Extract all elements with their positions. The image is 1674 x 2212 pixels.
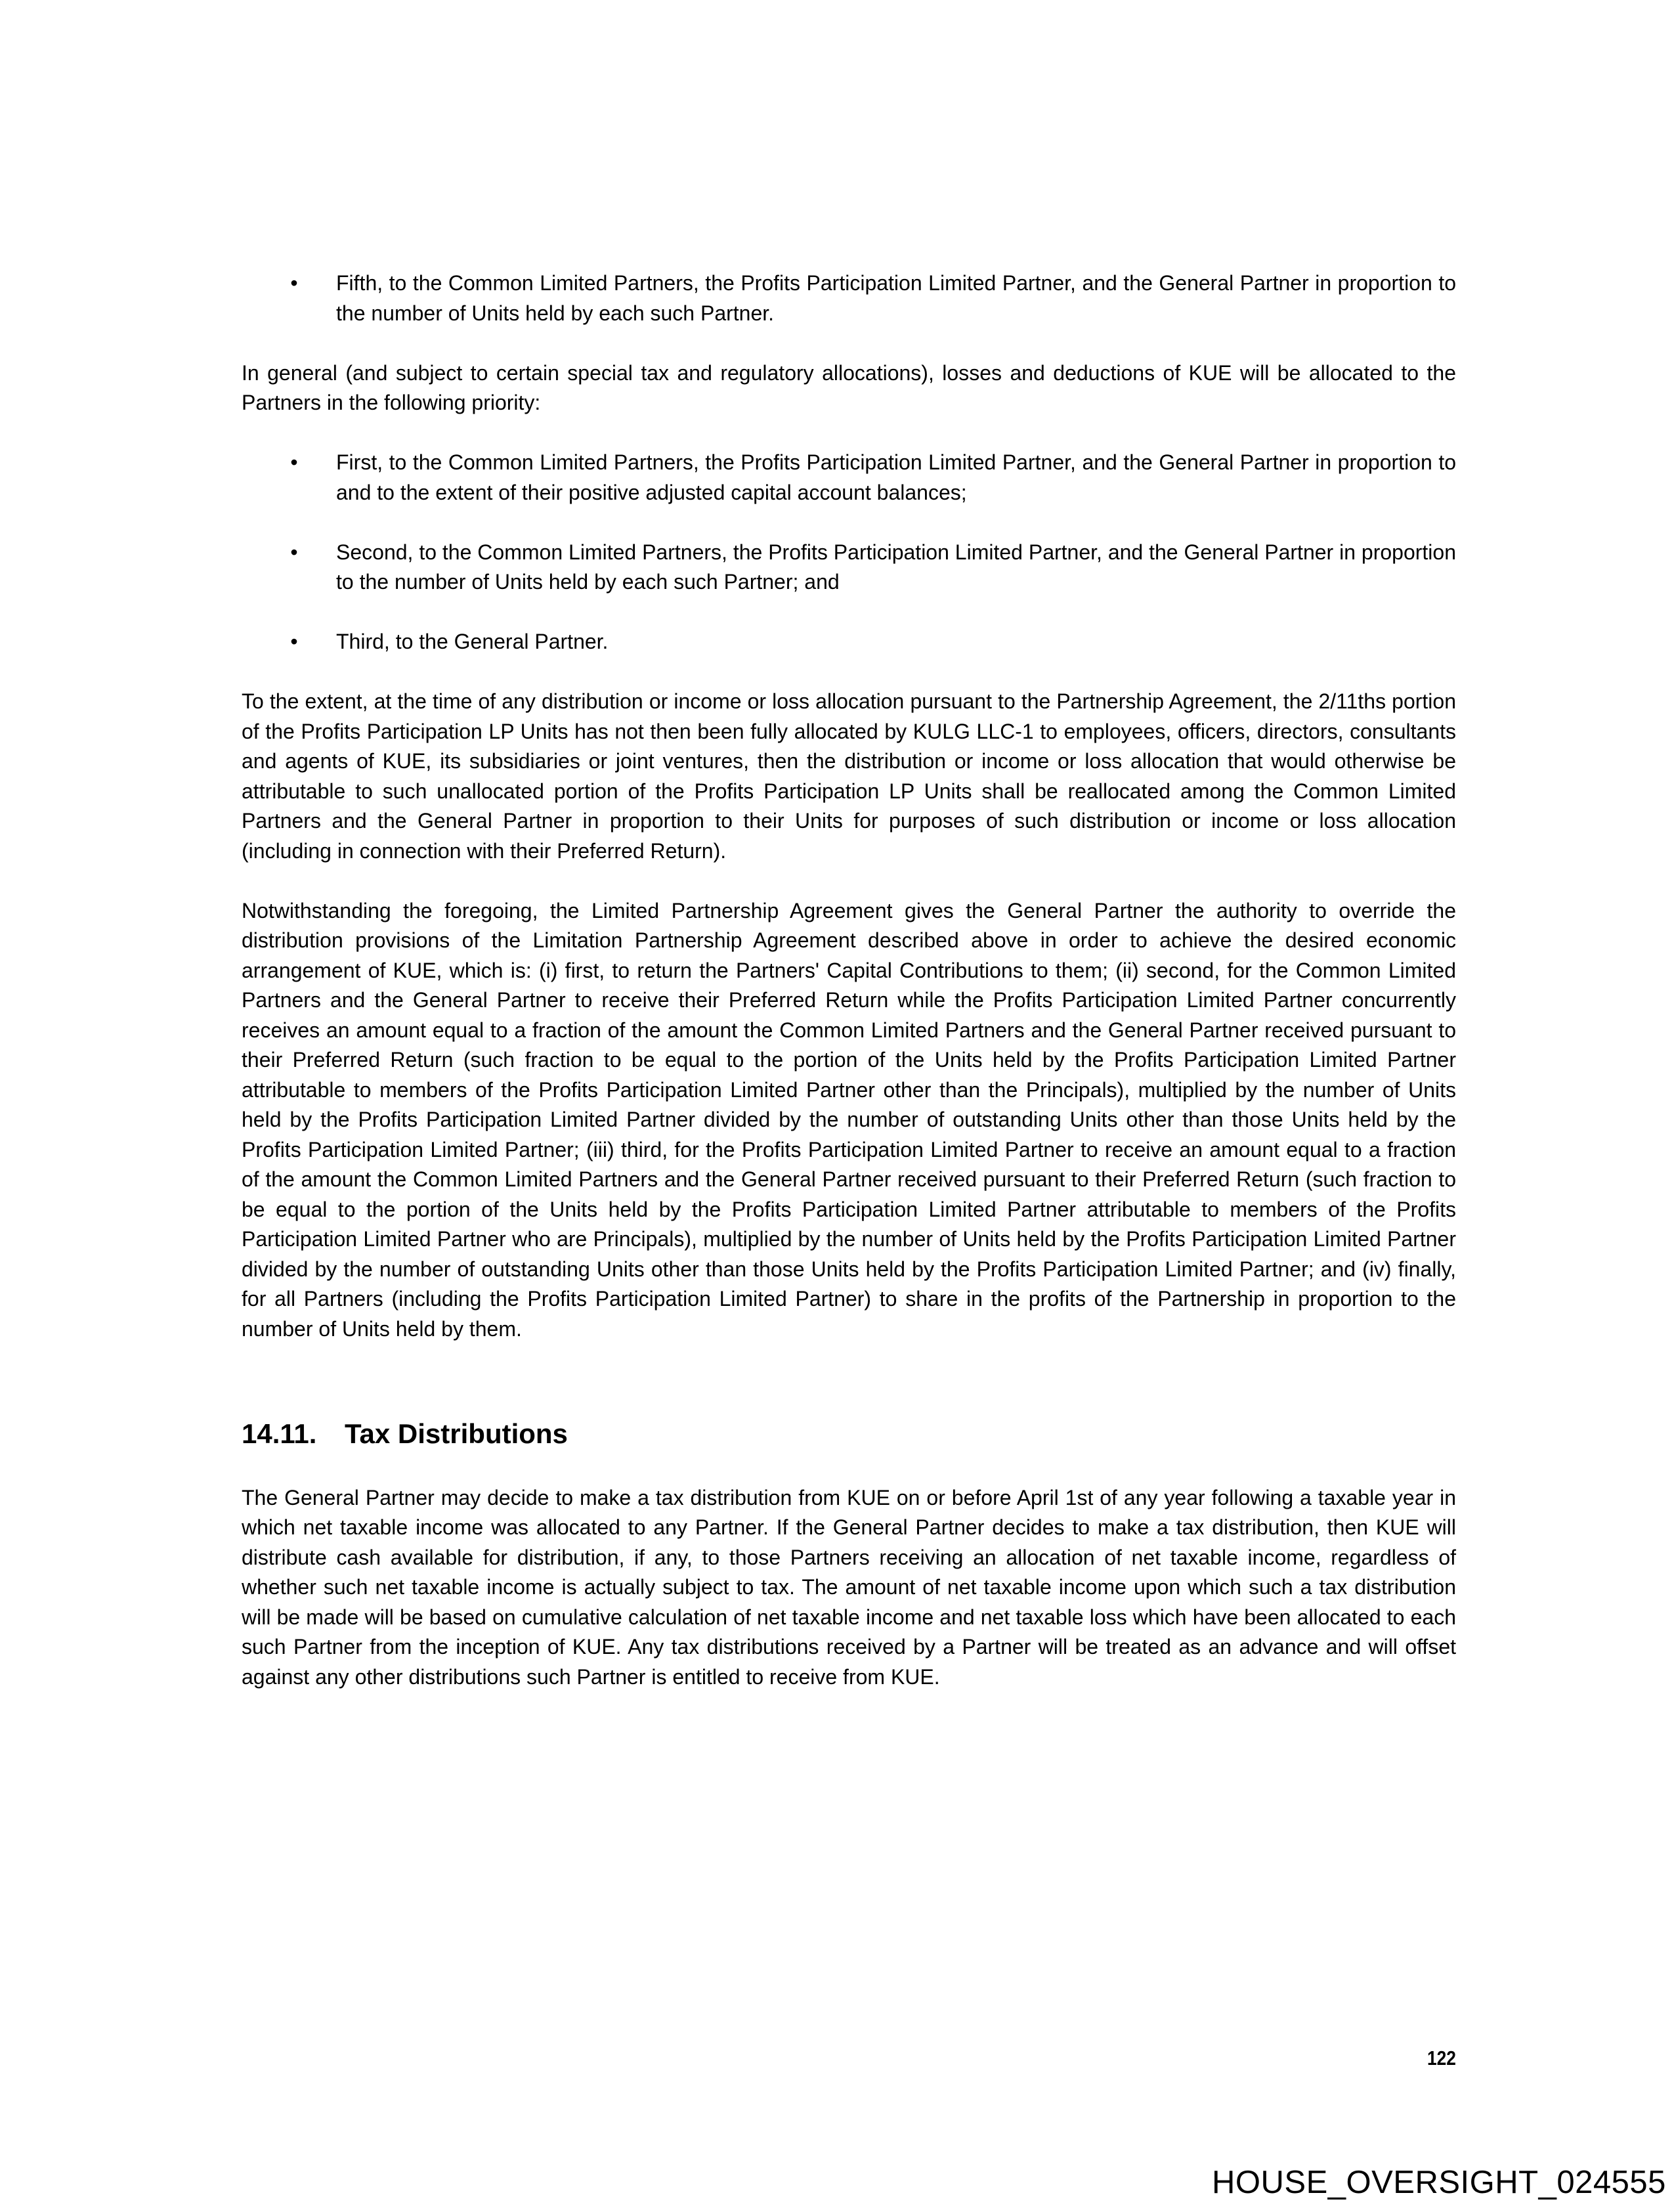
section-heading <box>242 1419 1456 1449</box>
losses-intro-paragraph: In general (and subject to certain special tax and regulatory allocations), losses and deductions of KUE will be allocated to the Partners in the following priority: <box>242 360 1456 414</box>
bullet-text: Second, to the Common Limited Partners, the Profits Participation Limited Partner, and the General Partner in proportion to the number of Units held by each such Partner; and <box>336 540 1456 594</box>
bullet-item-third <box>242 627 1456 657</box>
distribution-bullet-list <box>242 269 1456 328</box>
bullet-icon: • <box>290 540 298 564</box>
bullet-icon: • <box>290 450 298 474</box>
section-title: Tax Distributions <box>345 1418 568 1449</box>
tax-distributions-paragraph: The General Partner may decide to make a tax distribution from KUE on or before April 1st of any year following a taxable year in which net taxable income was allocated to any Partner. If the General Partner decides to make a tax distribution, then KUE will distribute cash available for distribution, if any, to those Partners receiving an allocation of net taxable income, regardless of whether such net taxable income is actually subject to tax. The amount of net taxable income upon which such a tax distribution will be made will be based on cumulative calculation of net taxable income and net taxable loss which have been allocated to each such Partner from the inception of KUE. Any tax distributions received by a Partner will be treated as an advance and will offset against any other distributions such Partner is entitled to receive from KUE. <box>242 1485 1456 1689</box>
bullet-text: Fifth, to the Common Limited Partners, the Profits Participation Limited Partner, and the General Partner in proportion to the number of Units held by each such Partner. <box>336 271 1456 325</box>
bates-stamp: HOUSE_OVERSIGHT_024555 <box>1212 2165 1666 2200</box>
bullet-text: Third, to the General Partner. <box>336 630 609 653</box>
bullet-item-first <box>242 448 1456 508</box>
bullet-item-second <box>242 538 1456 597</box>
document-page-body <box>242 269 1456 1722</box>
bullet-item-fifth <box>242 269 1456 328</box>
losses-bullet-list <box>242 448 1456 657</box>
override-authority-paragraph: Notwithstanding the foregoing, the Limited Partnership Agreement gives the General Partner the authority to override the distribution provisions of the Limitation Partnership Agreement described above in order to achieve the desired economic arrangement of KUE, which is: (i) first, to return the Partners' Capital Contributions to them; (ii) second, for the Common Limited Partners and the General Partner to receive their Preferred Return while the Profits Participation Limited Partner concurrently receives an amount equal to a fraction of the amount the Common Limited Partners and the General Partner received pursuant to their Preferred Return (such fraction to be equal to the portion of the Units held by the Profits Participation Limited Partner attributable to members of the Profits Participation Limited Partner other than the Principals), multiplied by the number of Units held by the Profits Participation Limited Partner divided by the number of outstanding Units other than those Units held by the Profits Participation Limited Partner; (iii) third, for the Profits Participation Limited Partner to receive an amount equal to a fraction of the amount the Common Limited Partners and the General Partner received pursuant to their Preferred Return (such fraction to be equal to the portion of the Units held by the Profits Participation Limited Partner attributable to members of the Profits Participation Limited Partner who are Principals), multiplied by the number of Units held by the Profits Participation Limited Partner divided by the number of outstanding Units other than those Units held by the Profits Participation Limited Partner; and (iv) finally, for all Partners (including the Profits Participation Limited Partner) to share in the profits of the Partnership in proportion to the number of Units held by them. <box>242 898 1456 1341</box>
bullet-icon: • <box>290 630 298 653</box>
unallocated-units-paragraph: To the extent, at the time of any distribution or income or loss allocation pursuant to the Partnership Agreement, the 2/11ths portion of the Profits Participation LP Units has not then been fully allocated by KULG LLC-1 to employees, officers, directors, consultants and agents of KUE, its subsidiaries or joint ventures, then the distribution or income or loss allocation that would otherwise be attributable to such unallocated portion of the Profits Participation LP Units shall be reallocated among the Common Limited Partners and the General Partner in proportion to their Units for purposes of such distribution or income or loss allocation (including in connection with their Preferred Return). <box>242 689 1456 863</box>
bullet-icon: • <box>290 271 298 295</box>
section-number: 14.11. <box>242 1418 317 1449</box>
page-number: 122 <box>1427 2047 1456 2070</box>
bullet-text: First, to the Common Limited Partners, the Profits Participation Limited Partner, and the General Partner in proportion to and to the extent of their positive adjusted capital account balances; <box>336 450 1456 504</box>
